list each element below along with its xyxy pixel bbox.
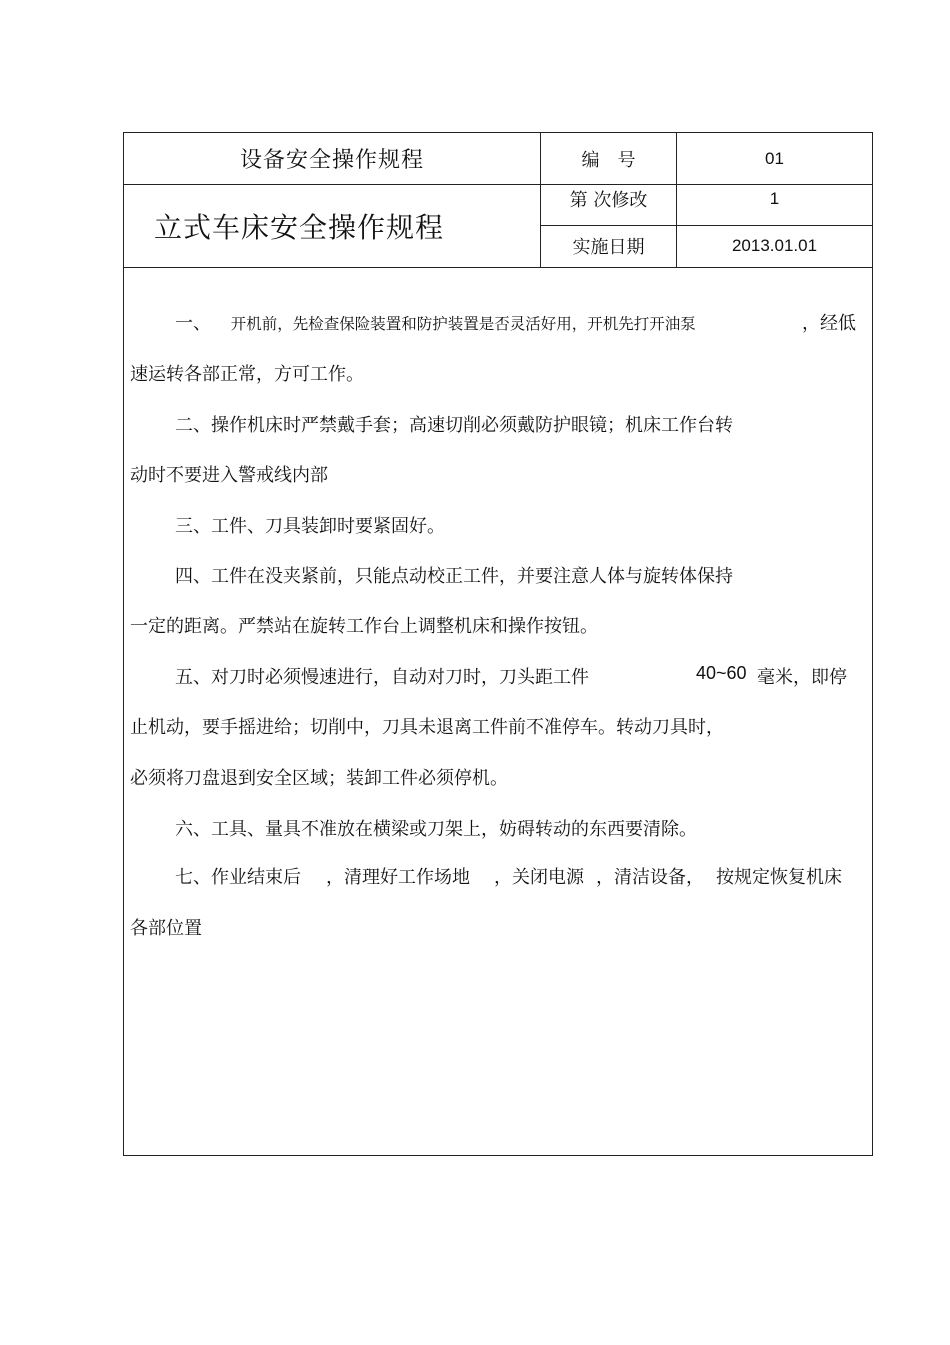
rule-4-continuation: 一定的距离。严禁站在旋转工作台上调整机床和操作按钮。 (130, 616, 598, 637)
rule-7-continuation: 各部位置 (130, 918, 202, 939)
rule-7-part-4: ，清洁设备， (596, 867, 704, 888)
rule-5-continuation-1: 止机动，要手摇进给；切削中，刀具未退离工件前不准停车。转动刀具时， (130, 717, 724, 738)
date-value: 2013.01.01 (731, 236, 818, 255)
rule-1-prefix: 一、 (175, 313, 211, 334)
rule-1-text: 开机前，先检查保险装置和防护装置是否灵活好用，开机先打开油泵 (230, 315, 696, 333)
rule-1 (175, 309, 696, 335)
rule-5-distance: 40~60 (696, 663, 747, 683)
rule-7-part-5: 按规定恢复机床 (716, 867, 842, 888)
rule-4: 四、工件在没夹紧前，只能点动校正工件，并要注意人体与旋转体保持 (175, 566, 733, 587)
revision-value: 1 (769, 189, 780, 208)
rule-6: 六、工具、量具不准放在横梁或刀架上，妨碍转动的东西要清除。 (175, 819, 697, 840)
rule-2-continuation: 动时不要进入警戒线内部 (130, 465, 328, 486)
date-label: 实施日期 (572, 237, 645, 258)
rule-2: 二、操作机床时严禁戴手套；高速切削必须戴防护眼镜；机床工作台转 (175, 415, 733, 436)
revision-label: 第 次修改 (569, 190, 648, 211)
form-header (124, 133, 872, 267)
rule-3: 三、工件、刀具装卸时要紧固好。 (175, 516, 445, 537)
rule-7-part-2: ，清理好工作场地 (326, 867, 470, 888)
rule-7-part-3: ，关闭电源 (494, 867, 584, 888)
page-title: 立式车床安全操作规程 (154, 210, 445, 244)
procedure-form (123, 132, 873, 1156)
number-value: 01 (765, 148, 784, 168)
rule-1-continuation: 速运转各部正常，方可工作。 (130, 364, 364, 385)
rule-7-part-1: 七、作业结束后 (175, 867, 301, 888)
rule-5-continuation-2: 必须将刀盘退到安全区域；装卸工件必须停机。 (130, 768, 508, 789)
rule-1-tail: ，经低 (802, 313, 856, 334)
divider (124, 267, 872, 268)
rule-5-tail: 毫米，即停 (757, 667, 847, 688)
doc-type-title: 设备安全操作规程 (239, 148, 424, 173)
number-label: 编 号 (581, 149, 636, 171)
rule-5: 五、对刀时必须慢速进行，自动对刀时，刀头距工件 (175, 667, 589, 688)
